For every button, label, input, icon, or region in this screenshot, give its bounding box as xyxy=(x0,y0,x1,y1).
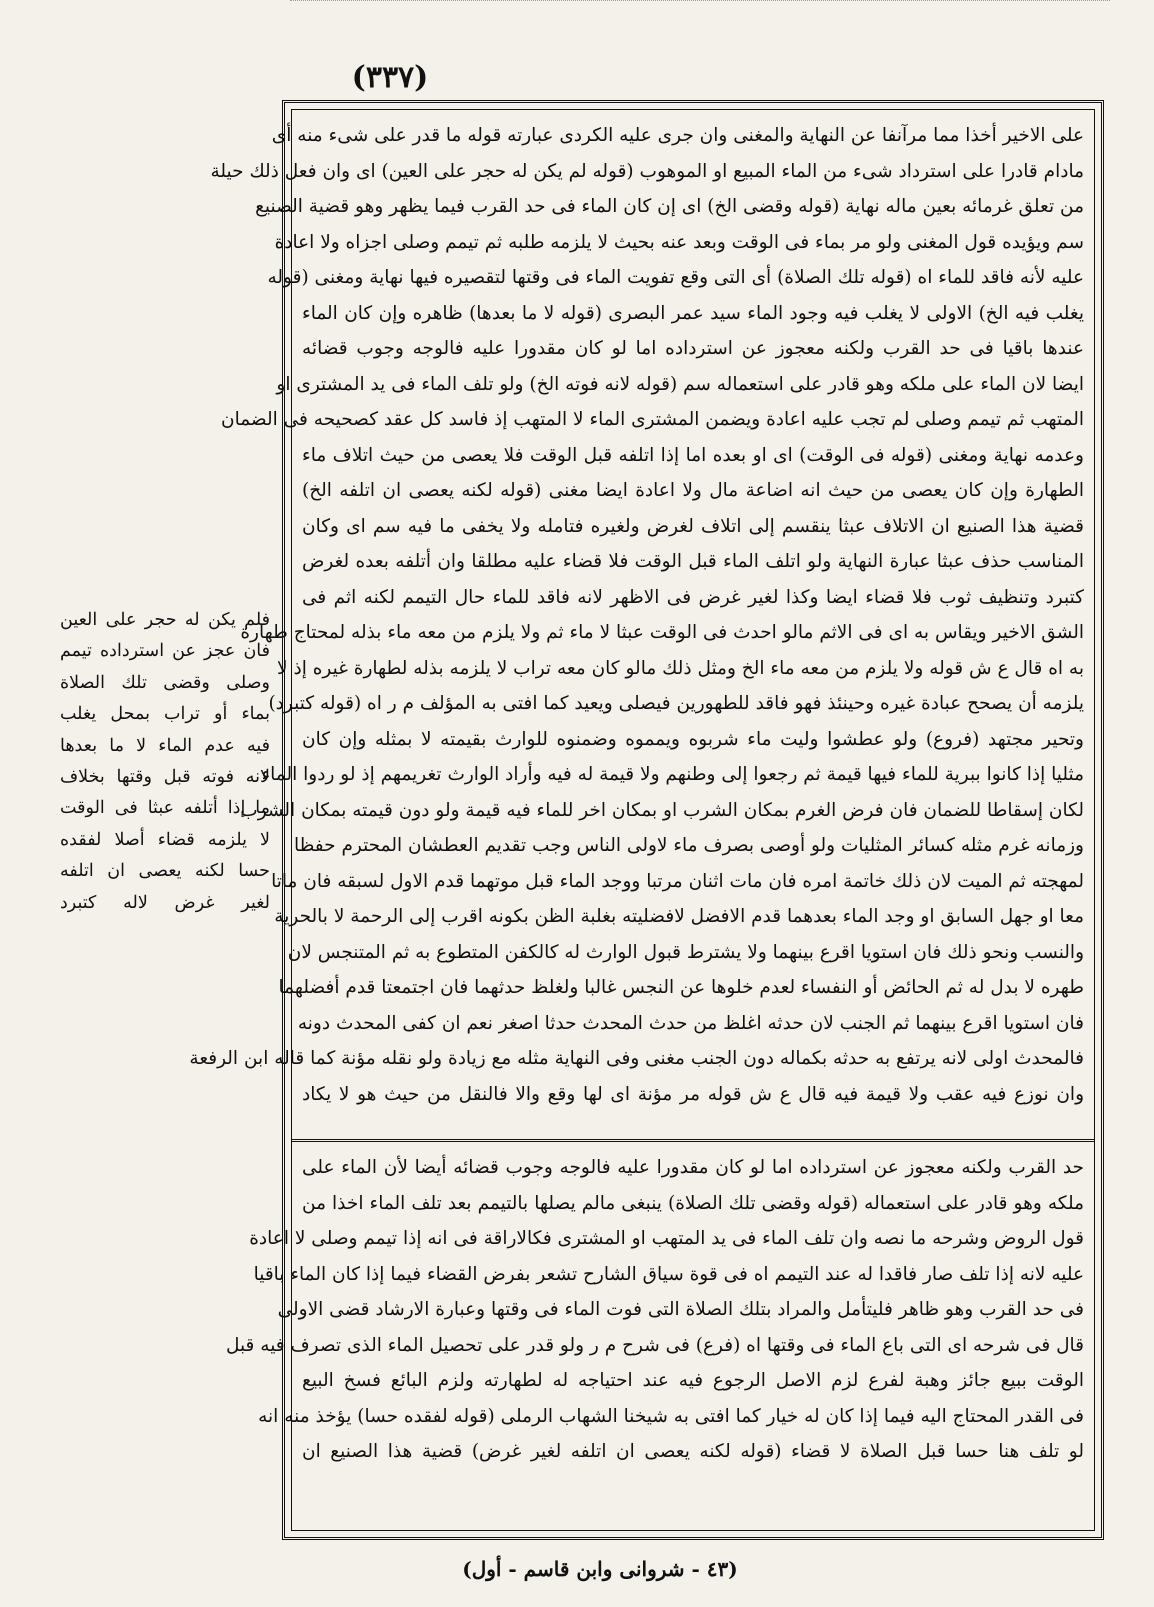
text-line: فالمحدث اولى لانه يرتفع به حدثه بكماله دون الجنب مغنى وفى النهاية مثله مع زيادة ولو نقله مؤنة كما قاله ابن الرفعة xyxy=(189,1048,1084,1069)
text-line: وعدمه نهاية ومغنى (قوله فى الوقت) اى او بعده اما إذا اتلفه قبل الوقت فلا يعصى من حيث اتلاف ماء xyxy=(302,444,1084,466)
text-line: طهره لا بدل له ثم الحائض أو النفساء لعدم خلوها عن النجس غالبا ولغلظ حدثهما فان اجتمعتا قدم أفضلهما xyxy=(278,977,1084,998)
text-line: من تعلق غرمائه بعين ماله نهاية (قوله وقضى الخ) اى إن كان الماء فى حد القرب فيما يظهر وهو قضية الصنيع xyxy=(255,196,1084,217)
text-line: فى القدر المحتاج اليه فيما إذا كان له خيار كما افتى به شيخنا الشهاب الرملى (قوله لفقده حسا) يؤخذ منه انه xyxy=(258,1405,1084,1427)
text-line: وزمانه غرم مثله كسائر المثليات ولو أوصى بصرف ماء لاولى الناس وجب تقديم العطشان المحترم حفظا xyxy=(293,835,1084,856)
secondary-commentary-block xyxy=(225,1150,1084,1470)
margin-line: فلم يكن له حجر على العين xyxy=(60,610,270,630)
text-line: يغلب فيه الخ) الاولى لا يغلب فيه وجود الماء سيد عمر البصرى (قوله لا ما بعدها) ظاهره وإن كان الماء xyxy=(302,302,1084,324)
margin-line: لا يلزمه قضاء أصلا لفقده xyxy=(60,829,270,850)
text-line: على الاخير أخذا مما مرآنفا عن النهاية والمغنى وان جرى عليه الكردى عبارته قوله ما قدر على شىء منه أى xyxy=(271,125,1084,146)
margin-line: لغير غرض لاله كتبرد xyxy=(60,892,270,913)
text-line: به اه قال ع ش قوله ولا يلزم من معه ماء الخ ومثل ذلك مالو كان معه تراب لا يلزمه بذله لطهارة غيره إذ لا xyxy=(277,657,1084,679)
text-line: مادام قادرا على استرداد شىء من الماء المبيع او الموهوب (قوله لم يكن له حجر على العين) اى وان فعل ذلك حيلة xyxy=(210,160,1084,182)
text-line: المناسب حذف عبثا عبارة النهاية ولو اتلف الماء قبل الوقت فلا قضاء عليه مطلقا وان أتلفه بعده لغرض xyxy=(302,551,1084,572)
text-line: قال فى شرحه اى التى باع الماء فى وقتها اه (فرع) فى شرح م ر ولو قدر على تحصيل الماء الذى تصرف فيه قبل xyxy=(225,1334,1084,1356)
text-line: الشق الاخير ويقاس به اى فى الاثم مالو احدث فى الوقت عبثا لا ماء ثم ولا يلزم من معه ماء بذله لمحتاج طهارة xyxy=(240,622,1084,643)
text-line: ملكه وهو قادر على استعماله (قوله وقضى تلك الصلاة) ينبغى مالم يصلها بالتيمم بعد تلف الماء اخذا من xyxy=(302,1192,1084,1214)
top-edge-rule xyxy=(290,0,1110,2)
margin-line: حسا لكنه يعصى ان اتلفه xyxy=(60,861,270,882)
text-line: وتحير مجتهد (فروع) ولو عطشوا وليت ماء شربوه ويمموه وضمنوه للوارث بقيمته لا بمثله وإن كان xyxy=(302,728,1084,750)
text-line: والنسب ونحو ذلك فان استويا اقرع بينهما ولا يشترط قبول الوارث له كالكفن المتطوع به ثم المتنجس لان xyxy=(287,941,1084,963)
text-line: الطهارة وإن كان يعصى من حيث انه اضاعة مال ولا اعادة ايضا مغنى (قوله لكنه يعصى ان اتلفه الخ) xyxy=(302,480,1084,501)
margin-line: ما إذا أتلفه عبثا فى الوقت xyxy=(60,798,270,819)
margin-line: لانه فوته قبل وقتها بخلاف xyxy=(60,766,270,787)
text-line: حد القرب ولكنه معجوز عن استرداده اما لو كان مقدورا عليه فالوجه وجوب قضائه أيضا لأن الماء على xyxy=(302,1157,1084,1178)
text-line: عليه لانه إذا تلف صار فاقدا له عند التيمم اه فى قوة سياق الشارح تشعر بفرض القضاء فيما إذا كان الماء باقيا xyxy=(253,1263,1084,1285)
text-line: المتهب ثم تيمم وصلى لم تجب عليه اعادة ويضمن المشترى الماء لا المتهب إذ فاسد كل عقد كصحيحه فى الضمان xyxy=(221,409,1084,430)
margin-line: وصلى وقضى تلك الصلاة xyxy=(60,672,270,693)
text-line: سم ويؤيده قول المغنى ولو مر بماء فى الوقت وبعد عنه بحيث لا يلزمه طلبه ثم تيمم وصلى اجزاه ولا اعادة xyxy=(274,231,1084,253)
text-line: ايضا لان الماء على ملكه وهو قادر على استعماله سم (قوله لانه فوته الخ) ولو تلف الماء فى يد المشترى او xyxy=(276,373,1084,395)
text-line: لكان إسقاطا للضمان فان فرض الغرم بمكان الشرب او بمكان اخر للماء فيه قيمة ولو دون قيمته بمكان الشرب xyxy=(240,799,1084,821)
text-line: معا او جهل السابق او وجد الماء بعدهما قدم الافضل لافضليته بغلبة الظن بكونه اقرب إلى الرحمة لا بالحرية xyxy=(274,906,1084,927)
text-line: لمهجته ثم الميت لان ذلك خاتمة امره فان مات اثنان مرتبا ووجد الماء قبل موتهما قدم الاول لسبقه فان ماتا xyxy=(271,870,1084,892)
text-line: قول الروض وشرحه ما نصه وان تلف الماء فى يد المتهب او المشترى فكالاراقة فى انه إذا تيمم وصلى لا اعادة xyxy=(249,1228,1084,1249)
page-number: (٣٣٧) xyxy=(351,60,429,95)
margin-line: فيه عدم الماء لا ما بعدها xyxy=(60,735,270,756)
text-line: قضية هذا الصنيع ان الاتلاف عبثا ينقسم إلى اتلاف لغرض ولغيره فتامله ولا يخفى ما فيه سم اى وكان xyxy=(302,515,1084,537)
margin-line: فان عجز عن استرداده تيمم xyxy=(60,641,270,662)
text-line: وان نوزع فيه عقب ولا قيمة فيه قال ع ش قوله مر مؤنة اى لها وقع والا فالنقل من حيث هو لا يكاد xyxy=(302,1083,1084,1105)
section-divider xyxy=(292,1139,1094,1142)
text-line: كتبرد وتنظيف ثوب فلا قضاء ايضا وكذا لغير غرض فى الاظهر لانه فاقد للماء حال التيمم لكنه اثم فى xyxy=(302,586,1084,608)
text-line: فى حد القرب وهو ظاهر فليتأمل والمراد بتلك الصلاة التى فوت الماء فى وقتها وعبارة الارشاد قضى الاولى xyxy=(277,1299,1084,1320)
text-line: لو تلف هنا حسا قبل الصلاة لا قضاء (قوله لكنه يعصى ان اتلفه لغير غرض) قضية هذا الصنيع ان xyxy=(302,1441,1084,1462)
text-line: فان استويا اقرع بينهما ثم الجنب لان حدثه اغلظ من حدث المحدث حدثا اصغر نعم ان كفى المحدث دونه xyxy=(297,1012,1084,1034)
main-commentary-block xyxy=(189,118,1084,1112)
margin-note xyxy=(60,605,270,919)
text-line: عندها باقيا فى حد القرب ولكنه معجوز عن استرداده اما لو كان مقدورا عليه فالوجه وجوب قضائه xyxy=(302,338,1084,359)
text-line: الوقت ببيع جائز وهبة لفرع لزم الاصل الرجوع فيه عند احتياجه له لطهارته ولزم البائع فسخ البيع xyxy=(302,1370,1084,1391)
text-line: يلزمه أن يصحح عبادة غيره وحينئذ فهو فاقد للطهورين فيصلى ويعيد كما افتى به المؤلف م ر اه (قوله كتبرد) xyxy=(268,693,1084,714)
text-line: عليه لأنه فاقد للماء اه (قوله تلك الصلاة) أى التى وقع تفويت الماء فى وقتها لتقصيره فيها نهاية ومغنى (قوله xyxy=(267,267,1084,288)
text-frame-inner xyxy=(189,109,1095,1531)
margin-line: بماء أو تراب بمحل يغلب xyxy=(60,704,270,725)
page-footer-signature: (٤٣ - شروانى وابن قاسم - أول) xyxy=(462,1557,738,1581)
text-line: مثليا إذا كانوا ببرية للماء فيها قيمة ثم رجعوا إلى وطنهم ولا قيمة له فيه وأراد الوارث تغريمهم إذ لو ردوا الماء xyxy=(261,764,1084,785)
text-frame xyxy=(189,100,1104,1540)
